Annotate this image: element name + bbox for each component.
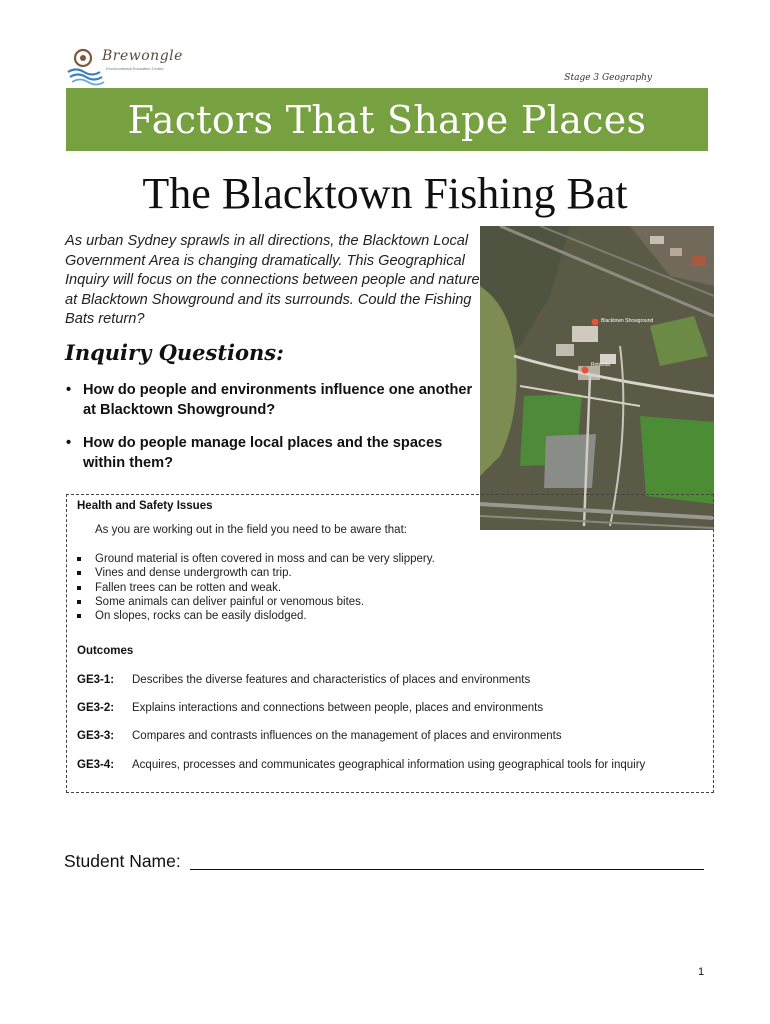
outcome-code: GE3-2: xyxy=(77,702,115,714)
page-number: 1 xyxy=(698,966,705,978)
intro-paragraph: As urban Sydney sprawls in all directions, the Blacktown Local Government Area is changing dramatically. This Geographical Inquiry will focus on the connections between people and nature at Blacktown Showground and its surrounds. Could the Fishing Bats return? xyxy=(65,233,480,328)
hazard-item xyxy=(77,595,435,609)
outcome-description: Compares and contrasts influences on the management of places and environments xyxy=(132,730,562,742)
square-bullet-icon xyxy=(77,586,81,590)
hazard-list xyxy=(77,552,435,623)
map-marker-icon xyxy=(582,367,589,374)
square-bullet-icon xyxy=(77,600,81,604)
hazard-item xyxy=(77,609,435,623)
title-banner xyxy=(66,88,708,151)
square-bullet-icon xyxy=(77,571,81,575)
hazard-text: On slopes, rocks can be easily dislodged. xyxy=(95,610,307,623)
inquiry-question xyxy=(66,433,486,473)
hazard-item xyxy=(77,566,435,580)
inquiry-question xyxy=(66,380,486,420)
logo-subtext: Environmental Education Centre xyxy=(106,66,164,71)
health-safety-title: Health and Safety Issues xyxy=(77,500,213,512)
info-box xyxy=(66,494,714,793)
health-safety-intro: As you are working out in the field you need to be aware that: xyxy=(95,524,407,536)
outcomes-title: Outcomes xyxy=(77,645,134,657)
map-label-showground: Blacktown Showground xyxy=(601,318,654,324)
outcome-row xyxy=(77,673,697,688)
logo-text: Brewongle xyxy=(102,48,183,64)
inquiry-questions-list xyxy=(66,380,486,486)
outcome-description: Explains interactions and connections between people, places and environments xyxy=(132,702,544,714)
hazard-text: Fallen trees can be rotten and weak. xyxy=(95,581,282,594)
map-label-rotunda: Rotunda xyxy=(591,362,610,368)
student-name-field[interactable] xyxy=(190,869,704,870)
hazard-text: Some animals can deliver painful or venomous bites. xyxy=(95,595,365,608)
map-marker-icon xyxy=(592,319,599,326)
outcome-row xyxy=(77,758,697,773)
outcome-row xyxy=(77,729,697,744)
square-bullet-icon xyxy=(77,614,81,618)
outcome-description: Describes the diverse features and characteristics of places and environments xyxy=(132,674,531,686)
document-title: The Blacktown Fishing Bat xyxy=(142,169,628,218)
hazard-item xyxy=(77,581,435,595)
stage-label: Stage 3 Geography xyxy=(564,73,652,83)
hazard-text: Vines and dense undergrowth can trip. xyxy=(95,567,292,580)
outcome-code: GE3-1: xyxy=(77,674,115,686)
outcome-code: GE3-3: xyxy=(77,730,115,742)
inquiry-question-text: How do people and environments influence one another at Blacktown Showground? xyxy=(83,382,473,418)
inquiry-questions-heading: Inquiry Questions: xyxy=(65,340,284,365)
aerial-map-image xyxy=(480,226,714,530)
logo-emblem-icon xyxy=(66,46,106,86)
hazard-text: Ground material is often covered in moss and can be very slippery. xyxy=(95,553,435,565)
square-bullet-icon xyxy=(77,557,81,561)
student-name-label: Student Name: xyxy=(64,851,181,871)
outcome-description: Acquires, processes and communicates geographical information using geographical tools for inquiry xyxy=(132,759,646,771)
inquiry-question-text: How do people manage local places and the spaces within them? xyxy=(83,435,443,471)
outcome-row xyxy=(77,701,697,716)
hazard-item xyxy=(77,552,435,566)
brewongle-logo xyxy=(66,44,206,88)
bullet-icon: • xyxy=(66,382,72,398)
outcome-code: GE3-4: xyxy=(77,759,115,771)
bullet-icon: • xyxy=(66,435,72,451)
banner-title: Factors That Shape Places xyxy=(127,97,647,142)
